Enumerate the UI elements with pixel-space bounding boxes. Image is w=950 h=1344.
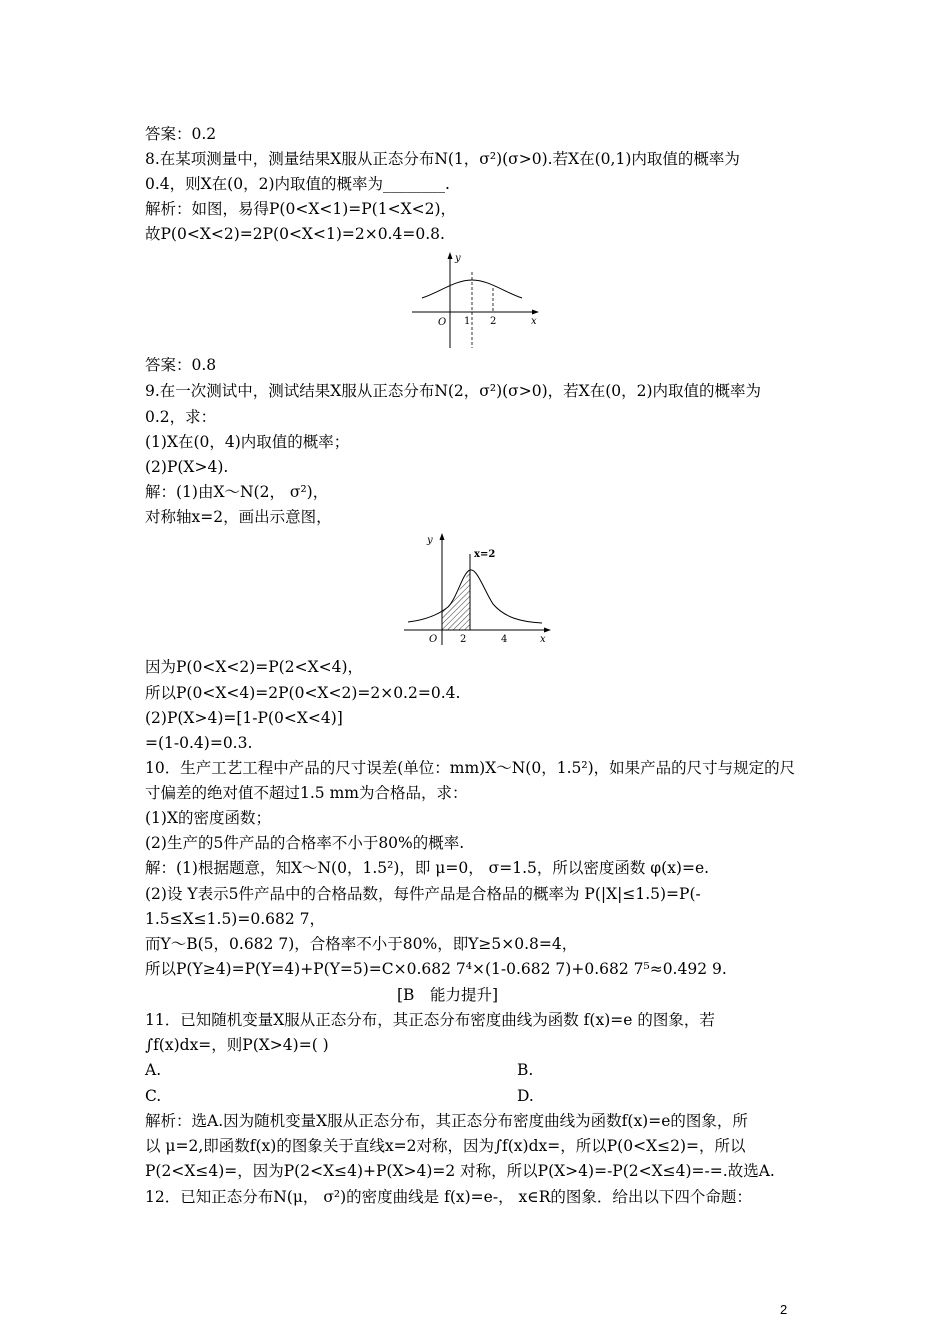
text-line: P(2<X≤4)=，因为P(2<X≤4)+P(X>4)=2 对称，所以P(X>4)=-P(2<X≤4)=-=.故选A. bbox=[145, 1162, 775, 1180]
text-line: (1)X在(0，4)内取值的概率； bbox=[145, 433, 350, 451]
section-heading: [B 能力提升] bbox=[397, 986, 498, 1004]
normal-curve-figure-1 bbox=[410, 250, 550, 350]
x-axis-arrow bbox=[544, 628, 551, 633]
text-line: 解：(1)由X～N(2， σ²)， bbox=[145, 483, 329, 501]
tick-label-4: 4 bbox=[501, 634, 508, 645]
symmetry-label: x=2 bbox=[474, 549, 496, 560]
text-line: 寸偏差的绝对值不超过1.5 mm为合格品，求： bbox=[145, 784, 468, 802]
text-line: (2)设 Y表示5件产品中的合格品数，每件产品是合格品的概率为 P(|X|≤1.5)=P(- bbox=[145, 885, 701, 903]
text-line: 以 μ=2,即函数f(x)的图象关于直线x=2对称，因为∫f(x)dx=，所以P(0<X≤2)=，所以 bbox=[145, 1137, 746, 1155]
text-line: 解析：如图，易得P(0<X<1)=P(1<X<2)， bbox=[145, 200, 456, 218]
tick-label-2: 2 bbox=[490, 316, 497, 327]
y-axis-arrow bbox=[448, 252, 453, 259]
text-line: 12．已知正态分布N(μ， σ²)的密度曲线是 f(x)=e-， x∈R的图象．给出以下四个命题： bbox=[145, 1188, 752, 1206]
choice-a: A. bbox=[145, 1061, 162, 1079]
text-line: 因为P(0<X<2)=P(2<X<4)， bbox=[145, 658, 363, 676]
choice-b: B. bbox=[517, 1061, 534, 1079]
text-line: 11．已知随机变量X服从正态分布，其正态分布密度曲线为函数 f(x)=e 的图象，若 bbox=[145, 1011, 715, 1029]
text-line: 故P(0<X<2)=2P(0<X<1)=2×0.4=0.8. bbox=[145, 225, 445, 243]
text-line: 8.在某项测量中，测量结果X服从正态分布N(1，σ²)(σ>0).若X在(0,1)内取值的概率为 bbox=[145, 150, 740, 168]
text-line: 9.在一次测试中，测试结果X服从正态分布N(2，σ²)(σ>0)，若X在(0，2)内取值的概率为 bbox=[145, 382, 762, 400]
text-line: 所以P(0<X<4)=2P(0<X<2)=2×0.2=0.4. bbox=[145, 684, 461, 702]
page-number: 2 bbox=[780, 1302, 788, 1317]
tick-label-1: 1 bbox=[464, 316, 471, 327]
text-line: 所以P(Y≥4)=P(Y=4)+P(Y=5)=C×0.682 7⁴×(1-0.682 7)+0.682 7⁵≈0.492 9. bbox=[145, 960, 727, 978]
y-axis-arrow bbox=[440, 533, 445, 540]
text-line: (2)P(X>4). bbox=[145, 458, 229, 476]
text-line: (2)P(X>4)=[1-P(0<X<4)] bbox=[145, 709, 343, 727]
origin-label: O bbox=[429, 634, 438, 645]
x-axis-arrow bbox=[532, 310, 539, 315]
text-line: 答案：0.8 bbox=[145, 356, 217, 374]
choice-c: C. bbox=[145, 1087, 162, 1105]
x-label: x bbox=[540, 634, 546, 645]
choice-d: D. bbox=[517, 1087, 534, 1105]
x-label: x bbox=[531, 316, 537, 327]
text-line: (1)X的密度函数； bbox=[145, 809, 271, 827]
origin-label: O bbox=[438, 317, 447, 328]
text-line: 0.4，则X在(0，2)内取值的概率为________. bbox=[145, 175, 450, 193]
text-line: 解析：选A.因为随机变量X服从正态分布，其正态分布密度曲线为函数f(x)=e的图象，所 bbox=[145, 1112, 748, 1130]
text-line: 答案：0.2 bbox=[145, 125, 217, 143]
y-label: y bbox=[427, 535, 433, 546]
normal-curve-figure-2 bbox=[400, 530, 560, 648]
text-line: 解：(1)根据题意，知X～N(0，1.5²)，即 μ=0， σ=1.5，所以密度函数 φ(x)=e. bbox=[145, 859, 710, 877]
shaded-region bbox=[442, 570, 470, 630]
text-line: 1.5≤X≤1.5)=0.682 7， bbox=[145, 910, 326, 928]
text-line: 对称轴x=2，画出示意图， bbox=[145, 508, 332, 526]
y-label: y bbox=[455, 253, 461, 264]
text-line: (2)生产的5件产品的合格率不小于80%的概率. bbox=[145, 834, 465, 852]
density-curve bbox=[408, 570, 542, 623]
text-line: 10．生产工艺工程中产品的尺寸误差(单位：mm)X～N(0，1.5²)，如果产品的尺寸与规定的尺 bbox=[145, 759, 796, 777]
text-line: 而Y～B(5，0.682 7)，合格率不小于80%，即Y≥5×0.8=4， bbox=[145, 935, 578, 953]
tick-label-2: 2 bbox=[460, 634, 467, 645]
text-line: 0.2，求： bbox=[145, 408, 217, 426]
text-line: ∫f(x)dx=，则P(X>4)=( ) bbox=[145, 1036, 329, 1054]
text-line: =(1-0.4)=0.3. bbox=[145, 734, 253, 752]
